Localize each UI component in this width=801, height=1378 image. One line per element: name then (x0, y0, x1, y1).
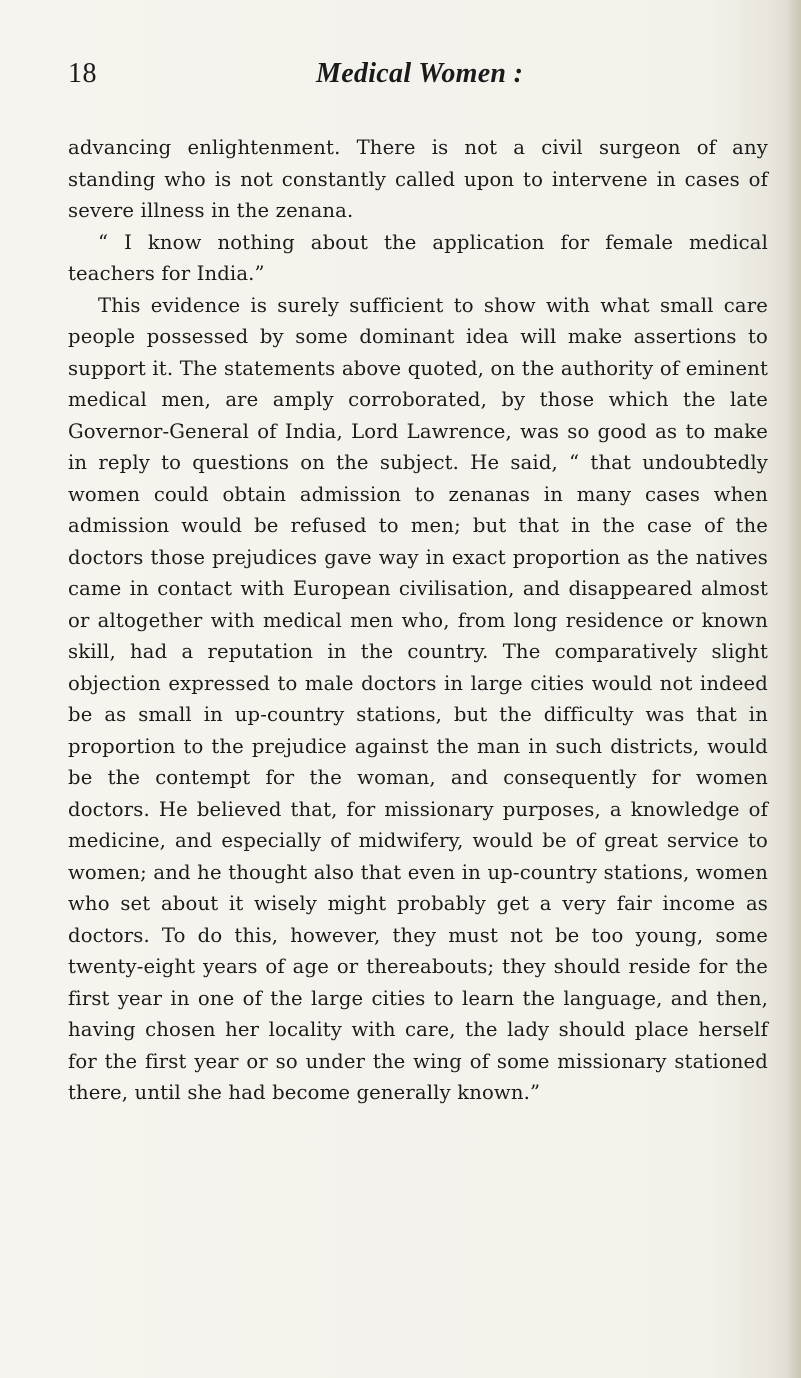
page-edge-shadow (787, 0, 801, 1378)
paragraph-evidence: This evidence is surely sufficient to show with what small care people possessed by some dominant idea will make assertions to support it. The statements above quoted, on the authority of eminent medical men, are amply corroborated, by those which the late Governor-General of India, Lord Lawrence, was so good as to make in reply to questions on the subject. He said, “ that undoubtedly women could obtain admission to zenanas in many cases when admission would be refused to men; but that in the case of the doctors those prejudices gave way in exact proportion as the natives came in contact with European civilisation, and disappeared almost or altogether with medical men who, from long residence or known skill, had a reputation in the country. The comparatively slight objection expressed to male doctors in large cities would not indeed be as small in up-country stations, but the difficulty was that in proportion to the prejudice against the man in such districts, would be the contempt for the woman, and consequently for women doctors. He believed that, for missionary purposes, a knowledge of medicine, and especially of midwifery, would be of great service to women; and he thought also that even in up-country stations, women who set about it wisely might probably get a very fair income as doctors. To do this, however, they must not be too young, some twenty-eight years of age or thereabouts; they should reside for the first year in one of the large cities to learn the language, and then, having chosen her locality with care, the lady should place herself for the first year or so under the wing of some missionary stationed there, until she had become generally known.” (68, 293, 768, 1104)
page-header (68, 58, 768, 98)
body-text (68, 132, 768, 1109)
page-number: 18 (68, 58, 97, 89)
running-title: Medical Women : (316, 58, 524, 89)
paragraph-continuation: advancing enlightenment. There is not a civil surgeon of any standing who is not constantly called upon to intervene in cases of severe illness in the zenana. (68, 136, 768, 222)
paragraph-quote: “ I know nothing about the application for female medical teachers for India.” (68, 230, 768, 285)
